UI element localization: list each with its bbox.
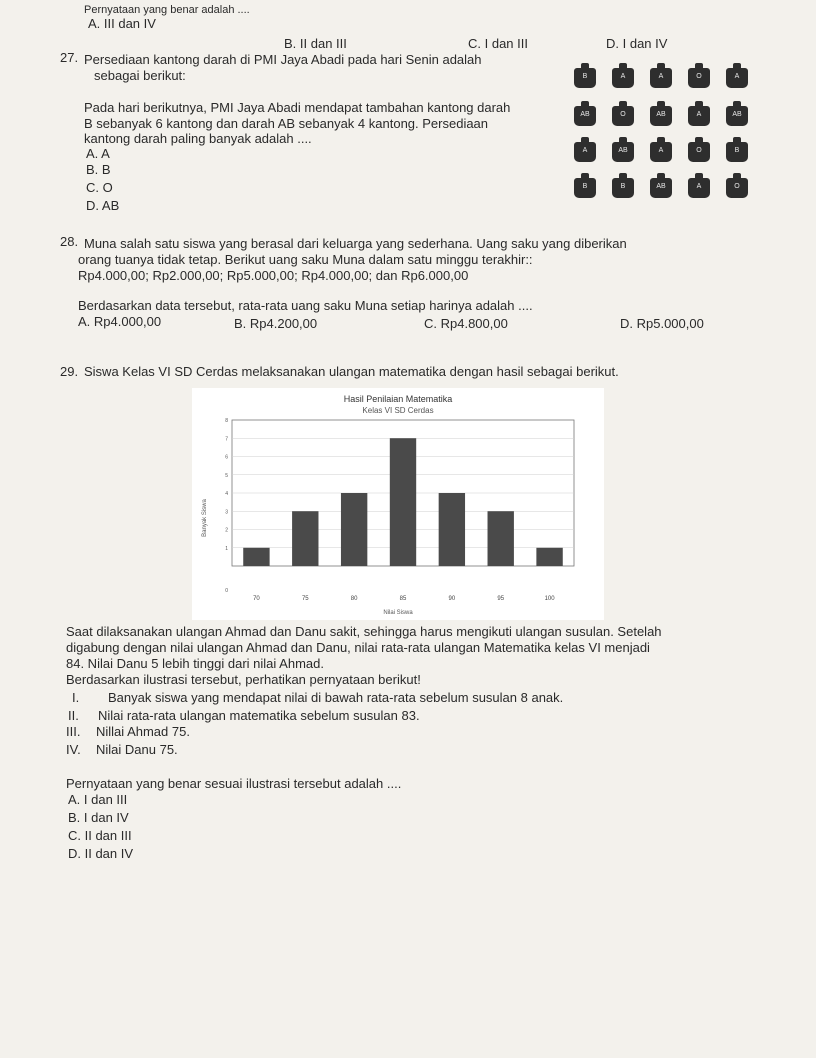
blood-bag-grid [572, 62, 762, 202]
q29-option-a: A. I dan III [68, 792, 128, 807]
bar-70 [243, 548, 269, 566]
x-tick-label: 95 [497, 596, 505, 602]
x-tick-label: 70 [253, 596, 260, 602]
q27-option-a: A. A [86, 146, 110, 161]
q29-para4: Berdasarkan ilustrasi tersebut, perhatikan pernyataan berikut! [66, 672, 421, 687]
y-tick-label: 5 [225, 472, 228, 479]
blood-bag-icon: AB [612, 142, 634, 162]
blood-bag-icon: O [688, 142, 710, 162]
blood-bag-icon: AB [574, 106, 596, 126]
prev-option-c: C. I dan III [468, 36, 528, 51]
bar-90 [439, 493, 465, 566]
q29-line1: Siswa Kelas VI SD Cerdas melaksanakan ulangan matematika dengan hasil sebagai berikut. [84, 364, 619, 379]
blood-bag-icon: A [650, 68, 672, 88]
blood-bag-icon: A [650, 142, 672, 162]
statement-text: Nilai rata-rata ulangan matematika sebelum susulan 83. [98, 708, 420, 723]
blood-bag-icon: AB [650, 178, 672, 198]
q28-line1: Muna salah satu siswa yang berasal dari keluarga yang sederhana. Uang saku yang diberikan [84, 236, 627, 251]
bar-85 [390, 438, 416, 566]
y-tick-label: 6 [225, 454, 228, 461]
q27-option-b: B. B [86, 162, 111, 177]
statement-number: II. [68, 708, 79, 723]
q27-line2: sebagai berikut: [94, 68, 186, 83]
bar-100 [536, 548, 562, 566]
blood-bag-icon: A [612, 68, 634, 88]
y-tick-label: 4 [225, 491, 228, 497]
score-bar-chart [192, 388, 604, 620]
q28-option-a: A. Rp4.000,00 [78, 314, 162, 329]
blood-bag-icon: A [688, 106, 710, 126]
blood-bag-icon: AB [650, 106, 672, 126]
q27-line3: Pada hari berikutnya, PMI Jaya Abadi mendapat tambahan kantong darah [84, 100, 511, 115]
blood-bag-icon: A [574, 142, 596, 162]
q29-para1: Saat dilaksanakan ulangan Ahmad dan Danu sakit, sehingga harus mengikuti ulangan susulan. Setelah [66, 624, 662, 639]
blood-bag-icon: B [574, 178, 596, 198]
statement-number: IV. [66, 742, 81, 757]
y-tick-label: 8 [225, 418, 228, 424]
y-tick-label: 2 [225, 527, 228, 534]
x-tick-label: 90 [448, 596, 456, 602]
statement-number: I. [72, 690, 80, 705]
q29-number: 29. [60, 364, 79, 379]
y-tick-label: 3 [225, 509, 228, 516]
blood-bag-icon: O [726, 178, 748, 198]
chart-title: Hasil Penilaian Matematika [343, 394, 453, 404]
y-tick-label: 1 [225, 545, 228, 552]
blood-bag-icon: O [612, 106, 634, 126]
q29-question: Pernyataan yang benar sesuai ilustrasi tersebut adalah .... [66, 776, 402, 791]
q27-line4: B sebanyak 6 kantong dan darah AB sebanyak 4 kantong. Persediaan [84, 116, 489, 131]
q27-option-c: C. O [86, 180, 113, 195]
chart-subtitle: Kelas VI SD Cerdas [362, 406, 434, 415]
q29-option-b: B. I dan IV [68, 810, 129, 825]
bar-95 [488, 511, 514, 566]
x-tick-label: 75 [301, 596, 309, 602]
x-tick-label: 85 [399, 596, 407, 602]
q28-option-d: D. Rp5.000,00 [620, 316, 704, 331]
statement-text: Banyak siswa yang mendapat nilai di bawah rata-rata sebelum susulan 8 anak. [108, 690, 564, 705]
q27-option-d: D. AB [86, 198, 120, 213]
statement-number: III. [66, 724, 81, 739]
q28-line3: Rp4.000,00; Rp2.000,00; Rp5.000,00; Rp4.000,00; dan Rp6.000,00 [78, 268, 469, 283]
prev-question-stem: Pernyataan yang benar adalah .... [84, 4, 250, 16]
q28-option-c: C. Rp4.800,00 [424, 316, 508, 331]
prev-option-a: A. III dan IV [88, 16, 156, 31]
q28-option-b: B. Rp4.200,00 [234, 316, 318, 331]
blood-bag-icon: A [726, 68, 748, 88]
q27-line1: Persediaan kantong darah di PMI Jaya Abadi pada hari Senin adalah [84, 52, 482, 67]
x-axis-label: Nilai Siswa [383, 610, 413, 616]
x-tick-label: 80 [350, 596, 358, 602]
prev-option-b: B. II dan III [284, 36, 347, 51]
blood-bag-icon: A [688, 178, 710, 198]
blood-bag-icon: AB [726, 106, 748, 126]
q29-option-c: C. II dan III [68, 828, 132, 843]
blood-bag-icon: O [688, 68, 710, 88]
prev-option-d: D. I dan IV [606, 36, 668, 51]
blood-bag-icon: B [726, 142, 748, 162]
blood-bag-icon: B [574, 68, 596, 88]
q29-para3: 84. Nilai Danu 5 lebih tinggi dari nilai Ahmad. [66, 656, 324, 671]
statement-text: Nilai Danu 75. [96, 742, 178, 757]
q28-number: 28. [60, 234, 79, 249]
x-tick-label: 100 [544, 596, 555, 602]
y-tick-label: 7 [225, 436, 228, 443]
bar-75 [292, 511, 318, 566]
q27-number: 27. [60, 50, 79, 65]
q28-line2: orang tuanya tidak tetap. Berikut uang saku Muna dalam satu minggu terakhir:: [78, 252, 533, 267]
q29-option-d: D. II dan IV [68, 846, 134, 861]
q28-line4: Berdasarkan data tersebut, rata-rata uang saku Muna setiap harinya adalah .... [78, 298, 533, 313]
y-axis-label: Banyak Siswa [202, 499, 208, 537]
bar-80 [341, 493, 367, 566]
statement-text: Nillai Ahmad 75. [96, 724, 190, 739]
blood-bag-icon: B [612, 178, 634, 198]
q27-line5: kantong darah paling banyak adalah .... [84, 131, 312, 146]
y-tick-label: 0 [225, 588, 228, 594]
q29-para2: digabung dengan nilai ulangan Ahmad dan Danu, nilai rata-rata ulangan Matematika kelas VI menjadi [66, 640, 650, 655]
